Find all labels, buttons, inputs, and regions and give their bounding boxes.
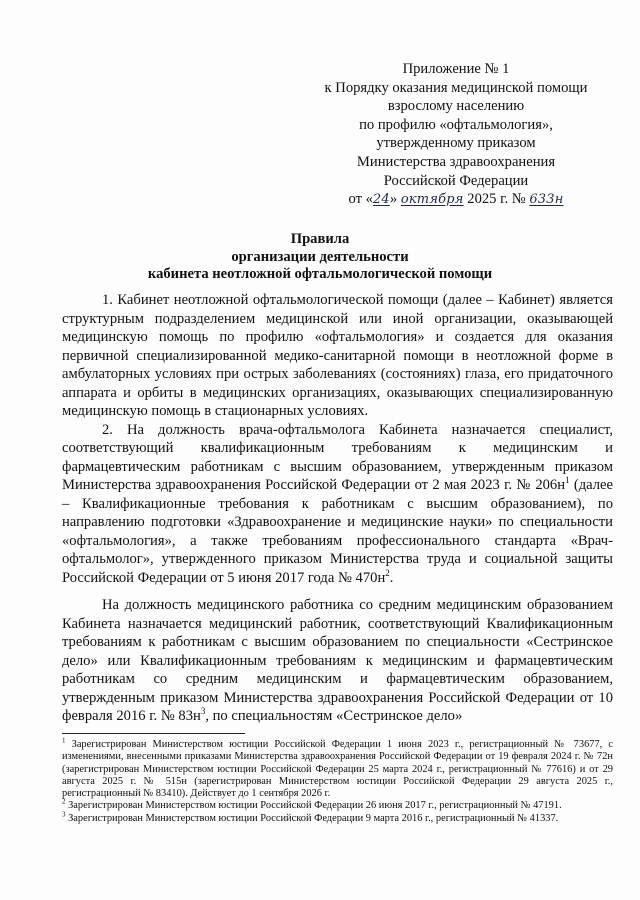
paragraph-2 — [62, 421, 613, 588]
footnote-3 — [62, 810, 613, 825]
paragraph-3-text: , по специальностям «Сестринское дело» — [205, 708, 463, 724]
annex-line: Российской Федерации — [383, 172, 529, 189]
annex-header — [306, 60, 606, 210]
paragraph-2-text: . — [389, 569, 394, 586]
handwritten-order-number: 633н — [529, 192, 564, 208]
paragraph-1: 1. Кабинет неотложной офтальмологической помощи (далее – Кабинет) является структурным подразделением медицинской или иной организации, оказывающей медицинскую помощь по профилю «офтальмология» и создается для оказания первичной специализированной медико-санитарной помощи в неотложной форме в амбулаторных условиях при острых заболеваниях (состояниях) глаза, его придаточного аппарата и орбиты в медицинских организациях, оказывающих специализированную медицинскую помощь в стационарных условиях. — [62, 292, 613, 419]
footnote-ref-3: 3 — [200, 706, 206, 717]
date-mid: » — [389, 191, 398, 208]
annex-line: взрослому населению — [387, 98, 525, 115]
footnote-number: 2 — [62, 798, 66, 807]
annex-line: к Порядку оказания медицинской помощи — [324, 79, 588, 96]
footnote-divider — [62, 733, 245, 734]
footnote-ref-2: 2 — [385, 567, 390, 578]
annex-line: по профилю «офтальмология», — [359, 116, 553, 133]
footnote-text: Зарегистрирован Министерством юстиции Российской Федерации 9 марта 2016 г., регистрационный № 41337. — [65, 812, 559, 824]
paragraph-2-text: 2. На должность врача-офтальмолога Кабинета назначается специалист, соответствующий квалификационным требованиям к медицинским и фармацевтическим работникам с высшим образованием, утвержденным приказом Министерства здравоохранения Российской Федерации от 2 мая 2023 г. № 206н — [62, 421, 613, 493]
title-line: Правила — [290, 231, 350, 247]
handwritten-month: октября — [400, 192, 464, 208]
annex-line: Министерства здравоохранения — [356, 153, 556, 170]
handwritten-day: 24 — [372, 192, 390, 208]
annex-number: Приложение № 1 — [402, 61, 510, 77]
document-body — [62, 291, 613, 726]
footnotes — [62, 736, 613, 825]
title-line: кабинета неотложной офтальмологической помощи — [147, 266, 493, 282]
footnote-1 — [62, 736, 613, 800]
annex-line: утвержденному приказом — [376, 135, 536, 152]
footnote-2 — [62, 800, 613, 812]
paragraph-2-text: (далее – Квалификационные требования к работникам с высшим образованием), по направлению подготовки «Здравоохранение и медицинские науки» по специальности «офтальмология», а также требованиям профессионального стандарта «Врач-офтальмолог», утвержденного приказом Министерства труда и социальной защиты Российской Федерации от 5 июня 2017 года № 470н — [62, 477, 613, 586]
date-prefix: от « — [348, 191, 373, 208]
footnote-text: Зарегистрирован Министерством юстиции Российской Федерации 1 июня 2023 г., регистрационный № 73677, с изменениями, внесенными приказами Министерства здравоохранения Российской Федерации от 19 февраля 2024 г. № 72н (зарегистрирован Министерством юстиции Российской Федерации 25 марта 2024 г., регистрационный № 77616) и от 29 августа 2025 г. № 515н (зарегистрирован Министерством юстиции Российской Федерации 29 августа 2025 г., регистрационный № 83410). Действует до 1 сентября 2026 г. — [62, 739, 613, 800]
paragraph-3 — [62, 596, 613, 726]
footnote-number: 1 — [62, 736, 66, 745]
title-line: организации деятельности — [231, 248, 409, 265]
footnote-number: 3 — [62, 810, 66, 819]
footnote-ref-1: 1 — [565, 475, 570, 486]
paragraph-3-text: На должность медицинского работника со средним медицинским образованием Кабинета назначается медицинский работник, соответствующий Квалификационным требованиям к работникам с высшим образованием по специальности «Сестринское дело» или Квалификационным требованиям к медицинским и фармацевтическим работникам со средним медицинским и фармацевтическим образованием, утвержденным приказом Министерства здравоохранения Российской Федерации от 10 февраля 2016 г. № 83н — [62, 597, 613, 724]
date-year: 2025 г. № — [467, 191, 526, 208]
order-date-line — [306, 190, 606, 210]
document-title — [0, 231, 640, 284]
footnote-text: Зарегистрирован Министерством юстиции Российской Федерации 26 июня 2017 г., регистрационный № 47191. — [65, 800, 562, 812]
